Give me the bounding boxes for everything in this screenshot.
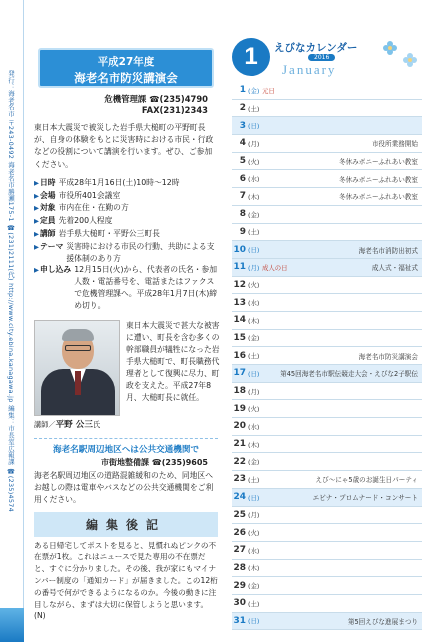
calendar-event: 冬休みボニーふれあい教室 xyxy=(339,175,418,184)
weekday: (日) xyxy=(248,493,260,502)
lecture-info-list xyxy=(30,177,222,312)
calendar-title: えびなカレンダー xyxy=(274,42,358,54)
calendar-day-row xyxy=(232,153,422,171)
calendar-day-row xyxy=(232,613,422,631)
lecture-info-value: 災害時における市民の行動、共助による支援体制のあり方 xyxy=(66,241,215,263)
lecture-info-row xyxy=(34,228,218,241)
weekday: (水) xyxy=(248,546,260,555)
weekday: (金) xyxy=(248,210,260,219)
lecture-info-row xyxy=(34,241,218,265)
lecture-info-key: ▶ テーマ xyxy=(34,241,63,265)
weekday: (月) xyxy=(248,139,260,148)
calendar-month-name: January xyxy=(282,62,337,77)
calendar-day-row xyxy=(232,347,422,365)
weekday: (木) xyxy=(248,316,260,325)
calendar-day-row xyxy=(232,82,422,100)
calendar-days xyxy=(232,82,422,630)
calendar-day-row xyxy=(232,524,422,542)
calendar-event: えび〜にゃ5歳のお誕生日パーティ xyxy=(315,476,418,485)
calendar-day-row xyxy=(232,170,422,188)
weekday: (月) xyxy=(248,387,260,396)
weekday: (日) xyxy=(248,617,260,626)
day-number: 6 xyxy=(239,173,246,184)
editorial-body: ある日帰宅してポストを見ると、見慣れぬピンクの不在票が1枚。これはニュースで見た専用の不在票だと、すぐに分かりました。その後、我が家にもマイナンバー制度の「通知カード」が届きました。この12桁の番号で何ができるようになるのか。今後の動きに注目しながら、まずは大切に保管しようと思います。(N) xyxy=(34,540,218,621)
publisher-strip xyxy=(0,0,24,642)
weekday: (土) xyxy=(248,352,260,361)
speaker-photo xyxy=(34,320,120,416)
calendar-day-row xyxy=(232,471,422,489)
day-number: 8 xyxy=(239,209,246,220)
weekday: (火) xyxy=(248,281,260,290)
calendar-year: 2016 xyxy=(308,54,335,61)
section-divider xyxy=(34,438,218,439)
weekday: (木) xyxy=(248,440,260,449)
weekday: (木) xyxy=(248,564,260,573)
calendar-event: 市役所業務開始 xyxy=(371,140,418,149)
calendar-day-row xyxy=(232,206,422,224)
calendar-event: 冬休みボニーふれあい教室 xyxy=(339,193,418,202)
weekday: (土) xyxy=(248,104,260,113)
day-number: 16 xyxy=(233,350,246,361)
speaker-name: 平野 公三 xyxy=(55,419,93,430)
weekday: (土) xyxy=(248,228,260,237)
calendar-day-row xyxy=(232,135,422,153)
transit-title: 海老名駅周辺地区へは公共交通機関で xyxy=(52,444,200,455)
speaker-section xyxy=(30,318,222,436)
calendar-day-row xyxy=(232,365,422,383)
weekday: (火) xyxy=(248,529,260,538)
lecture-info-value: 平成28年1月16日(土)10時〜12時 xyxy=(58,177,180,187)
lecture-title: 海老名市防災講演会 xyxy=(74,71,178,85)
calendar-day-row xyxy=(232,330,422,348)
publisher-info: 発行：海老名市 〒243-0492 海老名市勝瀬175-1 ☎(231)2111(代) http://www.city.ebina.kanagawa.jp 編集：市長室広報課 ☎(235)4574 xyxy=(7,70,15,513)
day-number: 15 xyxy=(233,332,246,343)
event-calendar xyxy=(232,30,422,640)
lecture-info-key: ▶ 会場 xyxy=(34,190,56,203)
calendar-day-row xyxy=(232,453,422,471)
calendar-day-row xyxy=(232,224,422,242)
day-number: 22 xyxy=(233,456,246,467)
weekday: (金) xyxy=(248,86,260,95)
day-number: 19 xyxy=(233,403,246,414)
weekday: (月) xyxy=(248,263,260,272)
day-number: 9 xyxy=(239,226,246,237)
day-number: 17 xyxy=(233,368,246,379)
weekday: (日) xyxy=(248,246,260,255)
calendar-day-row xyxy=(232,188,422,206)
lecture-contact-phone: 危機管理課 ☎(235)4790 xyxy=(104,94,208,104)
speaker-caption-suffix: 氏 xyxy=(92,419,101,429)
lecture-title-box xyxy=(38,48,214,88)
calendar-day-row xyxy=(232,277,422,295)
lecture-info-row xyxy=(34,202,218,215)
lecture-info-row xyxy=(34,177,218,190)
day-number: 11 xyxy=(233,262,246,273)
day-number: 25 xyxy=(233,509,246,520)
calendar-day-row xyxy=(232,312,422,330)
calendar-event: エビナ・プロムナード・コンサート xyxy=(312,494,418,503)
lecture-info-key: ▶ 対象 xyxy=(34,202,56,215)
speaker-caption-prefix: 講師／ xyxy=(34,419,56,429)
weekday: (火) xyxy=(248,405,260,414)
left-column xyxy=(30,0,222,642)
lecture-info-row xyxy=(34,215,218,228)
weekday: (日) xyxy=(248,369,260,378)
lecture-contact-fax: FAX(231)2343 xyxy=(141,105,208,115)
calendar-day-row xyxy=(232,595,422,613)
day-number: 21 xyxy=(233,439,246,450)
day-number: 23 xyxy=(233,474,246,485)
day-number: 4 xyxy=(239,138,246,149)
calendar-day-row xyxy=(232,383,422,401)
weekday: (金) xyxy=(248,334,260,343)
weekday: (木) xyxy=(248,192,260,201)
day-number: 18 xyxy=(233,386,246,397)
day-number: 24 xyxy=(233,492,246,503)
calendar-event: 海老名市防災講演会 xyxy=(358,352,418,361)
weekday: (金) xyxy=(248,458,260,467)
flower-icon xyxy=(382,40,398,56)
calendar-day-row xyxy=(232,436,422,454)
calendar-header xyxy=(232,30,422,84)
lecture-info-value: 12月15日(火)から、代表者の氏名・参加人数・電話番号を、電話またはファクスで危機管理課へ。平成28年1月7日(木)締め切り。 xyxy=(74,265,218,310)
day-number: 29 xyxy=(233,580,246,591)
day-number: 20 xyxy=(233,421,246,432)
lecture-info-key: ▶ 申し込み xyxy=(34,264,71,311)
day-number: 28 xyxy=(233,562,246,573)
day-number: 13 xyxy=(233,297,246,308)
day-number: 12 xyxy=(233,279,246,290)
day-number: 26 xyxy=(233,527,246,538)
lecture-title-year: 平成27年度 xyxy=(97,56,155,68)
lecture-info-row xyxy=(34,190,218,203)
lecture-info-key: ▶ 日時 xyxy=(34,177,56,190)
calendar-day-row xyxy=(232,259,422,277)
day-number: 3 xyxy=(239,120,246,131)
weekday: (月) xyxy=(248,511,260,520)
calendar-day-row xyxy=(232,100,422,118)
weekday: (水) xyxy=(248,299,260,308)
weekday: (水) xyxy=(248,175,260,184)
day-number: 1 xyxy=(239,85,246,96)
day-number: 2 xyxy=(239,103,246,114)
day-number: 14 xyxy=(233,315,246,326)
lecture-intro: 東日本大震災で被災した岩手県大槌町の平野町長が、自身の体験をもとに災害時における市民・行政などの役割について講演を行います。ぜひ、ご参加ください。 xyxy=(34,123,214,169)
strip-accent xyxy=(0,608,24,642)
calendar-day-row xyxy=(232,560,422,578)
lecture-info-value: 先着200人程度 xyxy=(58,216,113,226)
calendar-day-row xyxy=(232,294,422,312)
calendar-event: 第45回海老名市駅伝競走大会・えびな2子駅伝 xyxy=(280,370,418,379)
transit-body: 海老名駅周辺地区の道路混雑緩和のため、同地区へお越しの際は電車やバスなどの公共交通機関をご利用ください。 xyxy=(34,470,214,504)
speaker-profile: 東日本大震災で甚大な被害に遭い、町長を含む多くの幹部職員が犠牲になった岩手県大槌町で、町長職務代理者として復興に尽力、町政を支えた。平成27年8月、大槌町長に就任。 xyxy=(126,320,220,402)
day-number: 31 xyxy=(233,615,246,626)
calendar-day-row xyxy=(232,418,422,436)
calendar-event: 第5回えびな進展まつり xyxy=(347,617,418,626)
day-number: 30 xyxy=(233,598,246,609)
calendar-day-row xyxy=(232,542,422,560)
weekday: (水) xyxy=(248,422,260,431)
holiday-label: 成人の日 xyxy=(262,263,288,272)
flower-icon xyxy=(402,52,418,68)
calendar-event: 冬休みボニーふれあい教室 xyxy=(339,158,418,167)
weekday: (火) xyxy=(248,157,260,166)
editorial-heading: 編集後記 xyxy=(34,512,218,537)
day-number: 5 xyxy=(239,156,246,167)
calendar-event: 海老名市消防出初式 xyxy=(358,246,418,255)
weekday: (土) xyxy=(248,599,260,608)
calendar-day-row xyxy=(232,507,422,525)
weekday: (土) xyxy=(248,475,260,484)
lecture-info-key: ▶ 定員 xyxy=(34,215,56,228)
day-number: 7 xyxy=(239,191,246,202)
calendar-day-row xyxy=(232,489,422,507)
calendar-day-row xyxy=(232,400,422,418)
lecture-info-value: 市内在住・在勤の方 xyxy=(58,203,129,213)
calendar-day-row xyxy=(232,117,422,135)
speaker-caption xyxy=(34,418,100,430)
lecture-info-value: 市役所401会議室 xyxy=(58,190,121,200)
calendar-day-row xyxy=(232,241,422,259)
holiday-label: 元日 xyxy=(262,86,275,95)
day-number: 27 xyxy=(233,545,246,556)
transit-contact: 市街地整備課 ☎(235)9605 xyxy=(100,457,208,467)
day-number: 10 xyxy=(233,244,246,255)
lecture-info-value: 岩手県大槌町・平野公三町長 xyxy=(58,229,160,238)
month-number: 1 xyxy=(232,38,270,76)
lecture-contact xyxy=(30,94,222,116)
calendar-day-row xyxy=(232,577,422,595)
weekday: (金) xyxy=(248,582,260,591)
calendar-event: 成人式・福祉式 xyxy=(371,264,418,273)
lecture-info-row xyxy=(34,264,218,311)
lecture-info-key: ▶ 講師 xyxy=(34,228,56,241)
weekday: (日) xyxy=(248,122,260,131)
